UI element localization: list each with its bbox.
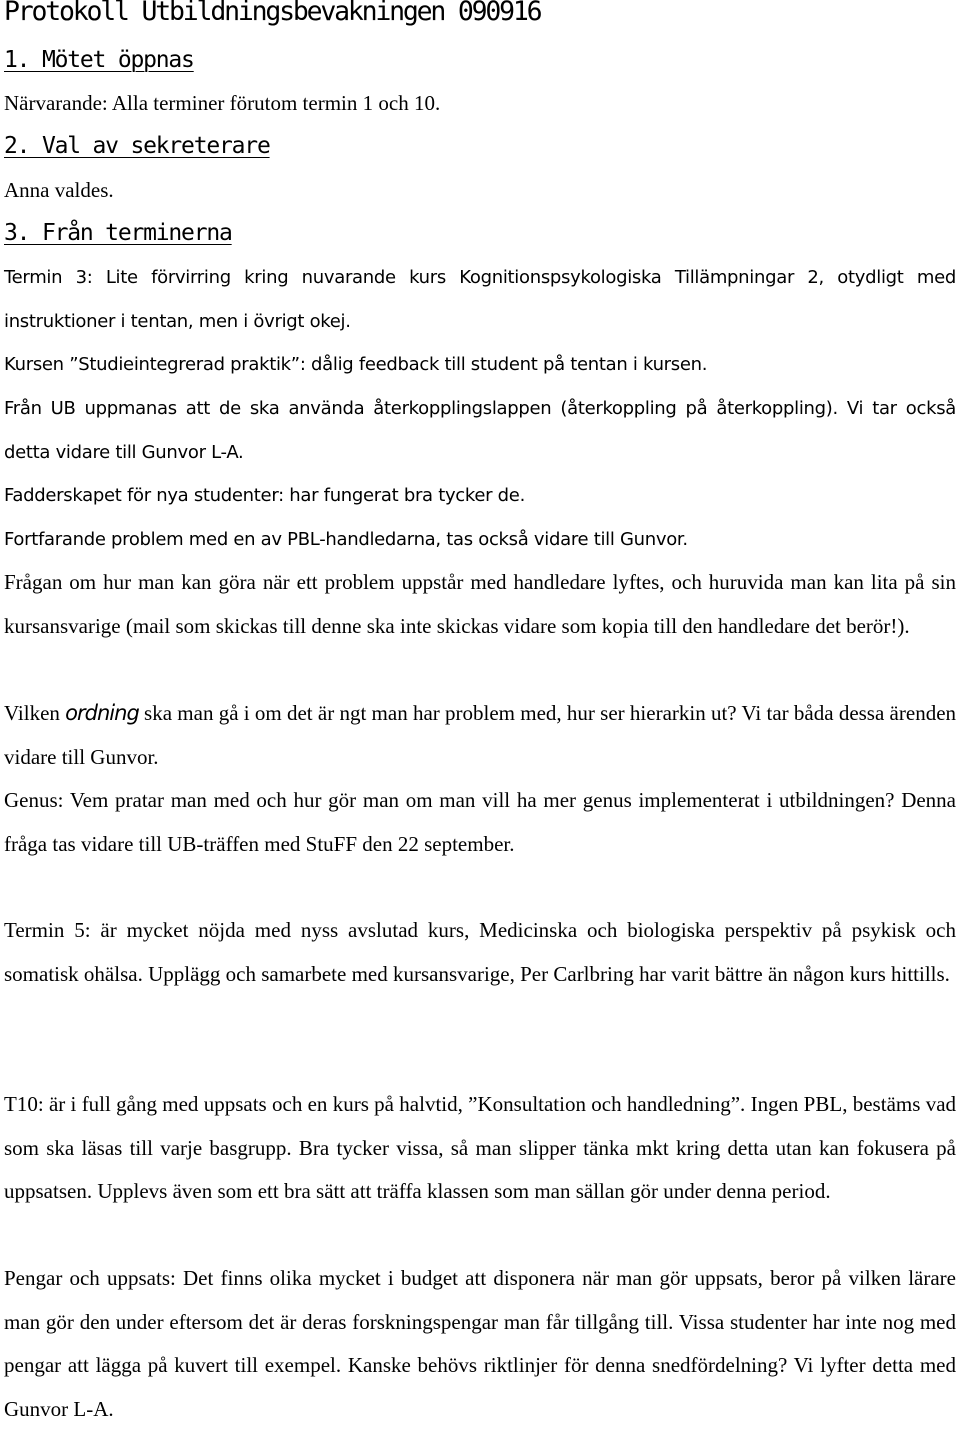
termin5-followup: Upplägg och samarbete med kursansvarige, Per Carlbring har varit bättre än någon kurs hittills.	[148, 961, 950, 986]
section-heading-val-av-sekreterare: 2. Val av sekreterare	[4, 133, 270, 159]
vilken-text-start: Vilken	[4, 701, 60, 725]
pengar-kanske: Kanske behövs riktlinjer för denna snedfördelning?	[347, 1353, 788, 1377]
termin3-fadderskapet: Fadderskapet för nya studenter: har fungerat bra tycker de.	[4, 485, 525, 506]
t10-bra-tycker: Bra tycker vissa, så man slipper tänka mkt kring detta utan kan fokusera på uppsatsen.	[4, 1135, 956, 1203]
pengar-text: Pengar och uppsats: Det finns olika mycket i budget att disponera när man gör uppsats, beror på vilken lärare man gör den under eftersom det är deras forskningspengar man får tillgång till.	[4, 1266, 956, 1334]
section-heading-fran-terminerna: 3. Från terminerna	[4, 220, 232, 246]
attendance-text: Närvarande: Alla terminer förutom termin 1 och 10.	[4, 91, 441, 115]
termin3-vilken-ordning	[4, 692, 956, 779]
section-heading-motet-oppnas: 1. Mötet öppnas	[4, 47, 194, 73]
vilken-text-middle: ska man gå i om det är ngt man har problem med, hur ser hierarkin ut?	[144, 701, 737, 725]
t10-ingen-pbl: Ingen PBL, bestäms vad som ska läsas till varje basgrupp.	[4, 1092, 957, 1160]
termin3-genus	[4, 779, 956, 866]
ordning-word: ordning	[65, 701, 139, 725]
termin5-paragraph	[4, 909, 956, 996]
t10-text: T10: är i full gång med uppsats och en kurs på halvtid, ”Konsultation och handledning”.	[4, 1092, 746, 1116]
secretary-text: Anna valdes.	[4, 178, 114, 202]
document-title: Protokoll Utbildningsbevakningen 090916	[4, 0, 541, 27]
genus-question: Genus: Vem pratar man med och hur gör man om man vill ha mer genus implementerat i utbildningen?	[4, 788, 895, 812]
vilken-text-end: Vi tar båda dessa ärenden vidare till Gunvor.	[4, 701, 957, 769]
termin3-kursen: Kursen ”Studieintegrerad praktik”: dålig feedback till student på tentan i kursen.	[4, 354, 708, 375]
termin3-fortfarande: Fortfarande problem med en av PBL-handledarna, tas också vidare till Gunvor.	[4, 529, 688, 550]
t10-paragraph	[4, 1083, 956, 1214]
pengar-vissa: Vissa studenter har inte nog med pengar att lägga på kuvert till exempel.	[4, 1309, 957, 1377]
pengar-paragraph	[4, 1257, 956, 1431]
termin3-intro: Termin 3: Lite förvirring kring nuvarande kurs Kognitionspsykologiska Tillämpningar 2, otydligt med instruktioner i tentan, men i övrigt okej.	[4, 267, 956, 332]
pengar-lyfter: Vi lyfter detta med Gunvor L-A.	[4, 1353, 956, 1421]
termin3-fran-ub: Från UB uppmanas att de ska använda återkopplingslappen (återkoppling på återkoppling). Vi tar också detta vidare till Gunvor L-A.	[4, 398, 956, 463]
genus-followup: Denna fråga tas vidare till UB-träffen med StuFF den 22 september.	[4, 788, 956, 856]
termin3-fragan: Frågan om hur man kan göra när ett problem uppstår med handledare lyftes, och huruvida man kan lita på sin kursansvarige (mail som skickas till denne ska inte skickas vidare som kopia till den handledare det berör!).	[4, 570, 956, 638]
t10-upplevs: Upplevs även som ett bra sätt att träffa klassen som man sällan gör under denna period.	[97, 1179, 831, 1203]
termin5-text: Termin 5: är mycket nöjda med nyss avslutad kurs, Medicinska och biologiska perspektiv på psykisk och somatisk ohälsa.	[4, 918, 956, 986]
